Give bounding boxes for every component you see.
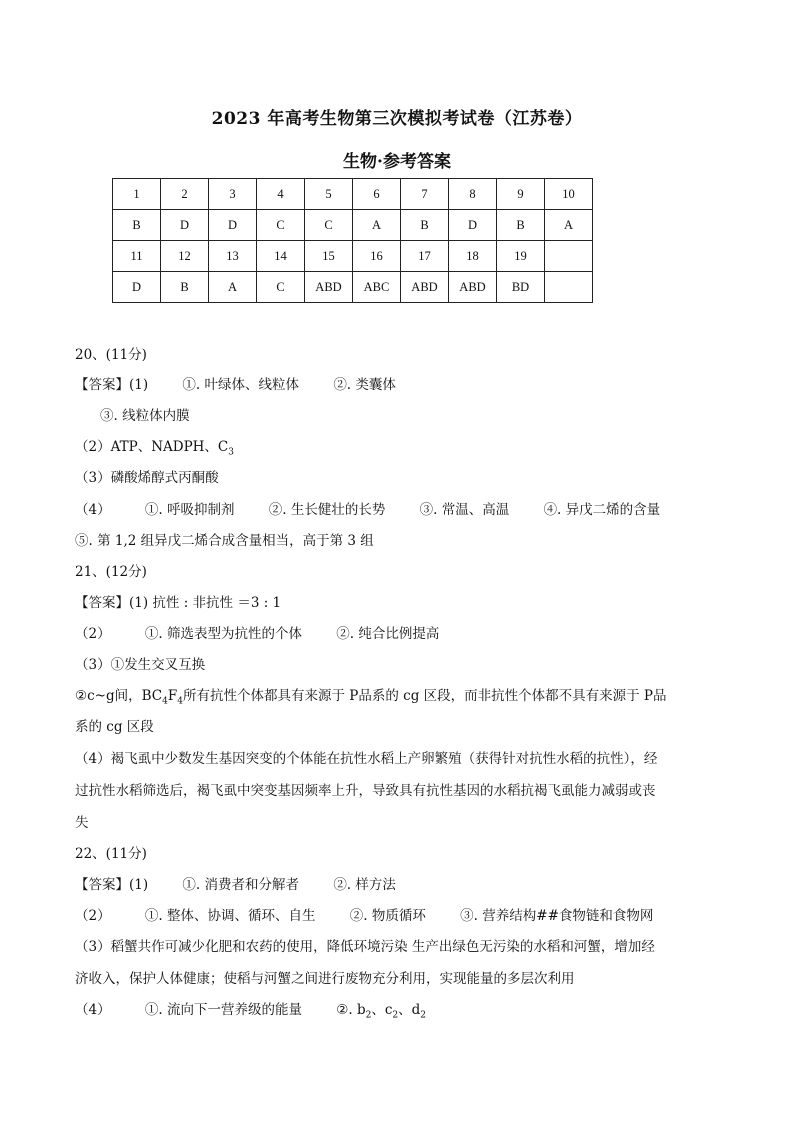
table-cell: B — [497, 210, 545, 241]
table-cell: 10 — [545, 179, 593, 210]
table-cell: 8 — [449, 179, 497, 210]
table-cell: 18 — [449, 241, 497, 272]
q21-answer-1: 【答案】(1) 抗性 : 非抗性 ＝3 : 1 — [75, 595, 282, 611]
table-cell: A — [545, 210, 593, 241]
q21-answer-3-3: 系的 cg 区段 — [75, 719, 154, 735]
table-cell — [545, 241, 593, 272]
table-row — [113, 272, 593, 303]
table-cell: 4 — [257, 179, 305, 210]
page-subtitle: 生物·参考答案 — [343, 152, 451, 172]
page-title: 2023 年高考生物第三次模拟考试卷（江苏卷） — [211, 109, 583, 129]
answer-item: ④. 异戊二烯的含量 — [543, 502, 661, 518]
table-cell: D — [209, 210, 257, 241]
q22-answer-2: （2） ①. 整体、协调、循环、自生 ②. 物质循环 ③. 营养结构##食物链和食物网 — [75, 908, 654, 924]
answer-item: ①. 整体、协调、循环、自生 — [144, 908, 316, 924]
q21-answer-3-2: ②c~g间，$BC_4F_4$所有抗性个体都具有来源于 P品系的 cg 区段，而非抗性个体都不具有来源于 P品 — [75, 688, 667, 707]
table-cell: 16 — [353, 241, 401, 272]
q21-heading: 21、(12分) — [75, 564, 147, 580]
answer-item: ②. 纯合比例提高 — [336, 626, 440, 642]
table-cell: B — [401, 210, 449, 241]
table-row — [113, 179, 593, 210]
q20-answer-3: （3）磷酸烯醇式丙酮酸 — [75, 470, 219, 486]
q22-answer-4: （4） ①. 流向下一营养级的能量 ②. $b_2$、$c_2$、$d_2$ — [75, 1002, 427, 1021]
answer-item: ①. 呼吸抑制剂 — [144, 502, 235, 518]
table-cell: D — [449, 210, 497, 241]
q22-answer-3-line2: 济收入，保护人体健康；使稻与河蟹之间进行废物充分利用，实现能量的多层次利用 — [75, 971, 575, 987]
answer-label: 【答案】(1) — [75, 377, 149, 393]
table-cell: A — [353, 210, 401, 241]
q22-answer-3-line1: （3）稻蟹共作可减少化肥和农药的使用，降低环境污染 生产出绿色无污染的水稻和河蟹，增加经 — [75, 939, 655, 955]
q20-answer-2: （2）ATP、NADPH、$C_3$ — [75, 439, 234, 458]
table-cell: 5 — [305, 179, 353, 210]
answer-item: ②. 类囊体 — [333, 377, 396, 393]
table-cell: 15 — [305, 241, 353, 272]
table-cell: ABC — [353, 272, 401, 303]
table-cell: ABD — [449, 272, 497, 303]
table-cell: 17 — [401, 241, 449, 272]
answer-item: ②. 生长健壮的长势 — [268, 502, 386, 518]
table-cell: 19 — [497, 241, 545, 272]
table-cell: 2 — [161, 179, 209, 210]
table-cell: B — [113, 210, 161, 241]
q20-answer-4-5: ⑤. 第 1,2 组异戊二烯合成含量相当，高于第 3 组 — [75, 533, 374, 549]
answer-table — [112, 178, 593, 303]
table-cell: 11 — [113, 241, 161, 272]
answer-item: ①. 流向下一营养级的能量 — [144, 1002, 302, 1018]
table-cell: ABD — [305, 272, 353, 303]
q20-answer-1-3: ③. 线粒体内膜 — [100, 408, 190, 424]
answer-item: ②. 样方法 — [333, 877, 396, 893]
answer-item: ①. 消费者和分解者 — [182, 877, 300, 893]
table-cell: C — [305, 210, 353, 241]
table-row — [113, 210, 593, 241]
q20-answer-1 — [75, 375, 396, 395]
table-row — [113, 241, 593, 272]
table-cell: 9 — [497, 179, 545, 210]
table-cell: 13 — [209, 241, 257, 272]
table-cell: D — [113, 272, 161, 303]
answer-item: ①. 筛选表型为抗性的个体 — [144, 626, 302, 642]
table-cell: C — [257, 272, 305, 303]
answer-item: ①. 叶绿体、线粒体 — [182, 377, 300, 393]
answer-item: ③. 常温、高温 — [419, 502, 510, 518]
q21-answer-2: （2） ①. 筛选表型为抗性的个体 ②. 纯合比例提高 — [75, 626, 440, 642]
table-cell: B — [161, 272, 209, 303]
table-cell: C — [257, 210, 305, 241]
answer-item: ③. 营养结构##食物链和食物网 — [460, 908, 654, 924]
table-cell: 12 — [161, 241, 209, 272]
table-cell: ABD — [401, 272, 449, 303]
table-cell: 1 — [113, 179, 161, 210]
q21-answer-3: （3）①发生交叉互换 — [75, 657, 206, 673]
table-cell: 6 — [353, 179, 401, 210]
q21-answer-4-line3: 失 — [75, 815, 89, 831]
table-cell: 3 — [209, 179, 257, 210]
table-cell — [545, 272, 593, 303]
answer-item: ②. 物质循环 — [349, 908, 426, 924]
table-cell: D — [161, 210, 209, 241]
table-cell: 14 — [257, 241, 305, 272]
table-cell: 7 — [401, 179, 449, 210]
table-cell: A — [209, 272, 257, 303]
q20-heading: 20、(11分) — [75, 347, 147, 363]
q21-answer-4-line1: （4）褐飞虱中少数发生基因突变的个体能在抗性水稻上产卵繁殖（获得针对抗性水稻的抗性），经 — [75, 751, 658, 767]
answer-item: ②. $b_2$、$c_2$、$d_2$ — [336, 1002, 427, 1021]
q20-answer-4: （4） ①. 呼吸抑制剂 ②. 生长健壮的长势 ③. 常温、高温 ④. 异戊二烯的含量 — [75, 502, 661, 518]
q21-answer-4-line2: 过抗性水稻筛选后，褐飞虱中突变基因频率上升，导致具有抗性基因的水稻抗褐飞虱能力减弱或丧 — [75, 783, 656, 799]
q22-answer-1: 【答案】(1) ①. 消费者和分解者 ②. 样方法 — [75, 877, 396, 893]
table-cell: BD — [497, 272, 545, 303]
q22-heading: 22、(11分) — [75, 846, 147, 862]
